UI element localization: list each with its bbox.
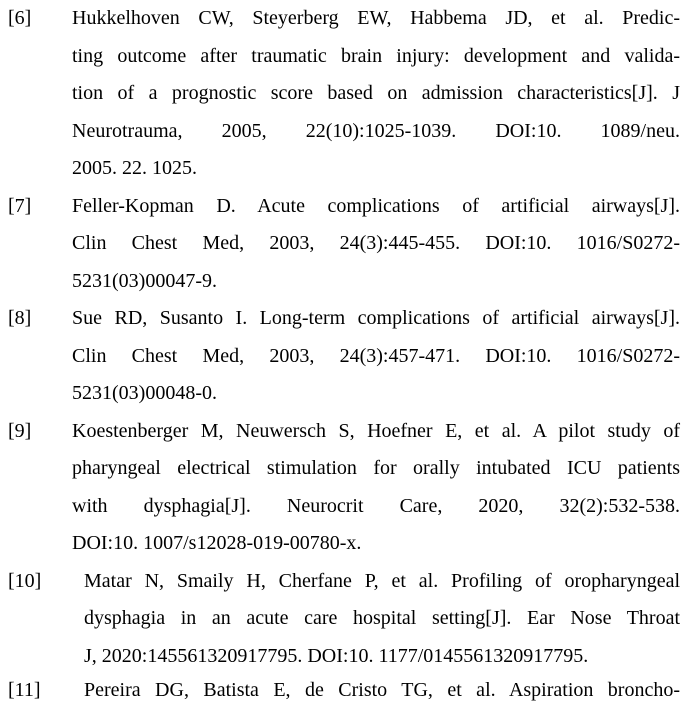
reference-line: Feller-Kopman D. Acute complications of artificial airways[J]. xyxy=(72,194,680,217)
reference-line: Neurotrauma, 2005, 22(10):1025-1039. DOI:10. 1089/neu. xyxy=(72,119,680,142)
reference-number: [9] xyxy=(8,419,32,442)
reference-line: pharyngeal electrical stimulation for orally intubated ICU patients xyxy=(72,457,680,479)
reference-line: 2005. 22. 1025. xyxy=(72,157,197,179)
reference-line: Pereira DG, Batista E, de Cristo TG, et al. Aspiration broncho- xyxy=(84,679,680,701)
reference-line: Hukkelhoven CW, Steyerberg EW, Habbema JD, et al. Predic- xyxy=(72,7,680,29)
reference-number: [7] xyxy=(8,194,32,217)
reference-line: Clin Chest Med, 2003, 24(3):445-455. DOI:10. 1016/S0272- xyxy=(72,232,680,254)
reference-line: Clin Chest Med, 2003, 24(3):457-471. DOI:10. 1016/S0272- xyxy=(72,344,680,367)
reference-number: [10] xyxy=(8,569,42,592)
reference-number: [11] xyxy=(8,679,41,701)
reference-number: [8] xyxy=(8,307,32,329)
reference-line: Matar N, Smaily H, Cherfane P, et al. Profiling of oropharyngeal xyxy=(84,569,680,592)
reference-line: 5231(03)00048-0. xyxy=(72,382,217,404)
reference-line: Koestenberger M, Neuwersch S, Hoefner E, et al. A pilot study of xyxy=(72,419,680,442)
reference-line: ting outcome after traumatic brain injury: development and valida- xyxy=(72,44,680,67)
reference-line: DOI:10. 1007/s12028-019-00780-x. xyxy=(72,532,362,554)
reference-line: with dysphagia[J]. Neurocrit Care, 2020, 32(2):532-538. xyxy=(72,494,680,517)
reference-line: dysphagia in an acute care hospital setting[J]. Ear Nose Throat xyxy=(84,607,680,629)
reference-number: [6] xyxy=(8,7,32,29)
reference-line: J, 2020:145561320917795. DOI:10. 1177/0145561320917795. xyxy=(84,644,589,667)
reference-line: tion of a prognostic score based on admission characteristics[J]. J xyxy=(72,82,680,104)
reference-line: Sue RD, Susanto I. Long-term complications of artificial airways[J]. xyxy=(72,307,680,329)
reference-line: 5231(03)00047-9. xyxy=(72,269,217,292)
